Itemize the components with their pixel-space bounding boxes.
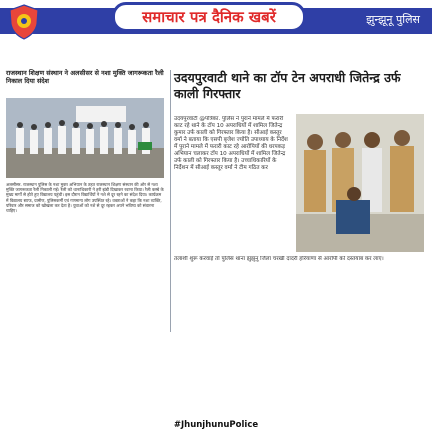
department-name: झुन्झूनू पुलिस [366,13,420,26]
right-article-body: उदयपुरवाटी @पत्रिका. पुलिस ने पुराने मामले में फरारी काट रहे थाने के टॉप 10 अपराधियों में शामिल जितेन्द्र कुमार उर्फ काली को गिरफ्तार किया है। सीआई कस्तूर वर्मा ने बताया कि एसपी बृजेश ज्योति उपाध्याय के निर्देश में पुराने मामले में फरारी काट रहे आरोपियों की धरपकड़ अभियान चलाकर टॉप 10 अपराधियों में शामिल जितेन्द्र उर्फ काली को गिरफ्तार किया है। उच्चाधिकारियों के निर्देशन में सीआई कस्तूर वर्मा ने टीम गठित कर [174,116,288,171]
hashtag: #JhunjhunuPolice [173,420,259,430]
right-article [174,70,426,338]
header [0,0,432,56]
left-article-headline: राजस्थान शिक्षण संस्थान ने अलसीसर से नशा मुक्ति जागरूकता रैली निकाल दिया संदेश [6,69,164,85]
newspaper-clipping [6,70,426,338]
column-divider [170,70,171,332]
rajasthan-police-emblem-icon [8,4,40,40]
right-article-headline: उदयपुरवाटी थाने का टॉप टेन अपराधी जितेन्द्र उर्फ काली गिरफ्तार [174,70,401,101]
banner-title: समाचार पत्र दैनिक खबरें [112,2,306,32]
left-article-photo [6,98,164,178]
right-article-photo [296,114,424,252]
right-article-body-continued: तलाशी शुरू करवाई तो पुलिस थाना झुंझुनूं जिला चरखी दादरी हरियाणा से आरोपी को दस्तयाब कर लाए। [174,256,384,262]
left-article [6,70,166,338]
left-article-body: अलसीसर. राजस्थान पुलिस के नशा मुक्त अभियान के तहत राजस्थान शिक्षण संस्थान की ओर से नशा मुक्ति जागरूकता रैली निकाली गई। रैली को थानाधिकारी ने हरी झंडी दिखाकर रवाना किया। रैली कस्बे के मुख्य मार्गों से होते हुए विद्यालय पहुंची। इस दौरान विद्यार्थियों ने नशे से दूर रहने का संदेश दिया। कार्यक्रम में विद्यालय स्टाफ, ग्रामीण, पुलिसकर्मी एवं गणमान्य लोग उपस्थित रहे। वक्ताओं ने कहा कि नशा व्यक्ति, परिवार और समाज को खोखला कर देता है। युवाओं को नशे से दूर रहकर अपने भविष्य को संवारना चाहिए। [6,182,164,214]
